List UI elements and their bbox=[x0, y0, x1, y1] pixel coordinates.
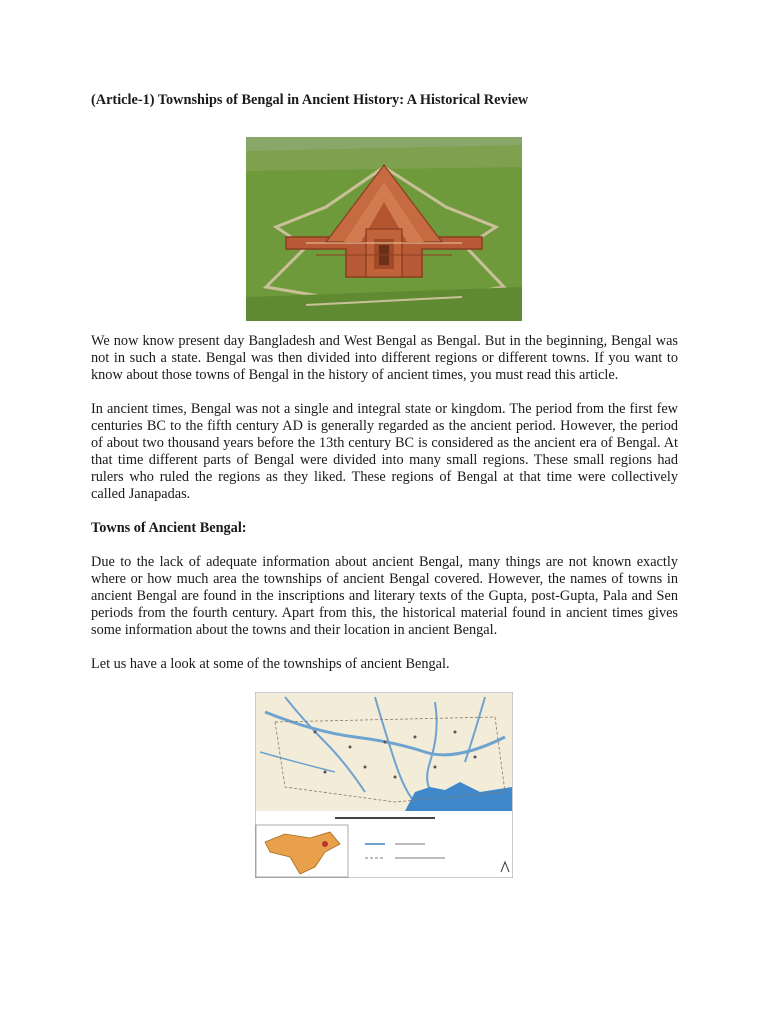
ruins-photo bbox=[246, 137, 522, 321]
article-body bbox=[91, 92, 678, 878]
article-title: (Article-1) Townships of Bengal in Ancient History: A Historical Review bbox=[91, 92, 529, 108]
ancient-bengal-map bbox=[255, 692, 513, 878]
paragraph-4: Let us have a look at some of the townships of ancient Bengal. bbox=[91, 656, 450, 672]
section-heading: Towns of Ancient Bengal: bbox=[91, 520, 247, 536]
paragraph-1: We now know present day Bangladesh and West Bengal as Bengal. But in the beginning, Bengal was not in such a state. Bengal was then divided into different regions or different towns. If you want to know about those towns of Bengal in the history of ancient times, you must read this article. bbox=[91, 333, 678, 383]
paragraph-3: Due to the lack of adequate information about ancient Bengal, many things are not known exactly where or how much area the townships of ancient Bengal covered. However, the names of towns in ancient Bengal are found in the inscriptions and literary texts of the Gupta, post-Gupta, Pala and Sen periods from the fourth century. Apart from this, the historical material found in ancient times gives some information about the towns and their location in ancient Bengal. bbox=[91, 554, 678, 638]
paragraph-2: In ancient times, Bengal was not a single and integral state or kingdom. The period from the first few centuries BC to the fifth century AD is generally regarded as the ancient period. However, the period of about two thousand years before the 13th century BC is considered as the ancient era of Bengal. At that time different parts of Bengal were divided into many small regions. These small regions had rulers who ruled the regions as they liked. These regions of Bengal at that time were collectively called Janapadas. bbox=[91, 401, 678, 502]
